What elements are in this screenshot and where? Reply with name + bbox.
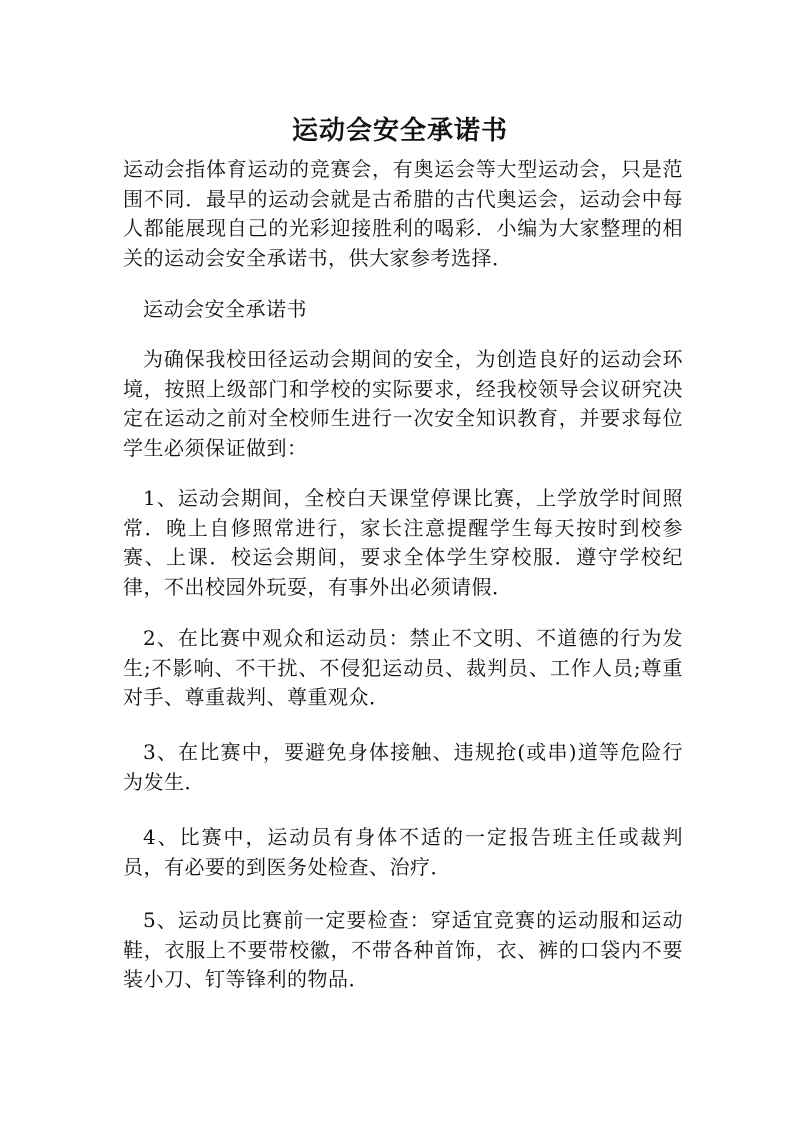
intro-paragraph: 运动会指体育运动的竞赛会，有奥运会等大型运动会，只是范围不同．最早的运动会就是古希腊的古代奥运会，运动会中每人都能展现自己的光彩迎接胜利的喝彩．小编为大家整理的相关的运动会安全承诺书，供大家参考选择．: [123, 157, 683, 270]
rule-item-1: 1、运动会期间，全校白天课堂停课比赛，上学放学时间照常．晚上自修照常进行，家长注意提醒学生每天按时到校参赛、上课．校运会期间，要求全体学生穿校服．遵守学校纪律，不出校园外玩耍，有事外出必须请假．: [123, 486, 683, 599]
rule-item-2: 2、在比赛中观众和运动员：禁止不文明、不道德的行为发生;不影响、不干扰、不侵犯运动员、裁判员、工作人员;尊重对手、尊重裁判、尊重观众．: [123, 626, 683, 710]
document-title: 运动会安全承诺书: [291, 116, 508, 146]
rule-item-4: 4、比赛中，运动员有身体不适的一定报告班主任或裁判员，有必要的到医务处检查、治疗．: [123, 825, 683, 879]
rule-item-5: 5、运动员比赛前一定要检查：穿适宜竞赛的运动服和运动鞋，衣服上不要带校徽，不带各种首饰，衣、裤的口袋内不要装小刀、钉等锋利的物品．: [123, 908, 683, 992]
section-subtitle: 运动会安全承诺书: [143, 297, 307, 321]
rule-item-3: 3、在比赛中，要避免身体接触、违规抢(或串)道等危险行为发生．: [123, 740, 683, 794]
lead-paragraph: 为确保我校田径运动会期间的安全，为创造良好的运动会环境，按照上级部门和学校的实际要求，经我校领导会议研究决定在运动之前对全校师生进行一次安全知识教育，并要求每位学生必须保证做到：: [123, 347, 683, 460]
